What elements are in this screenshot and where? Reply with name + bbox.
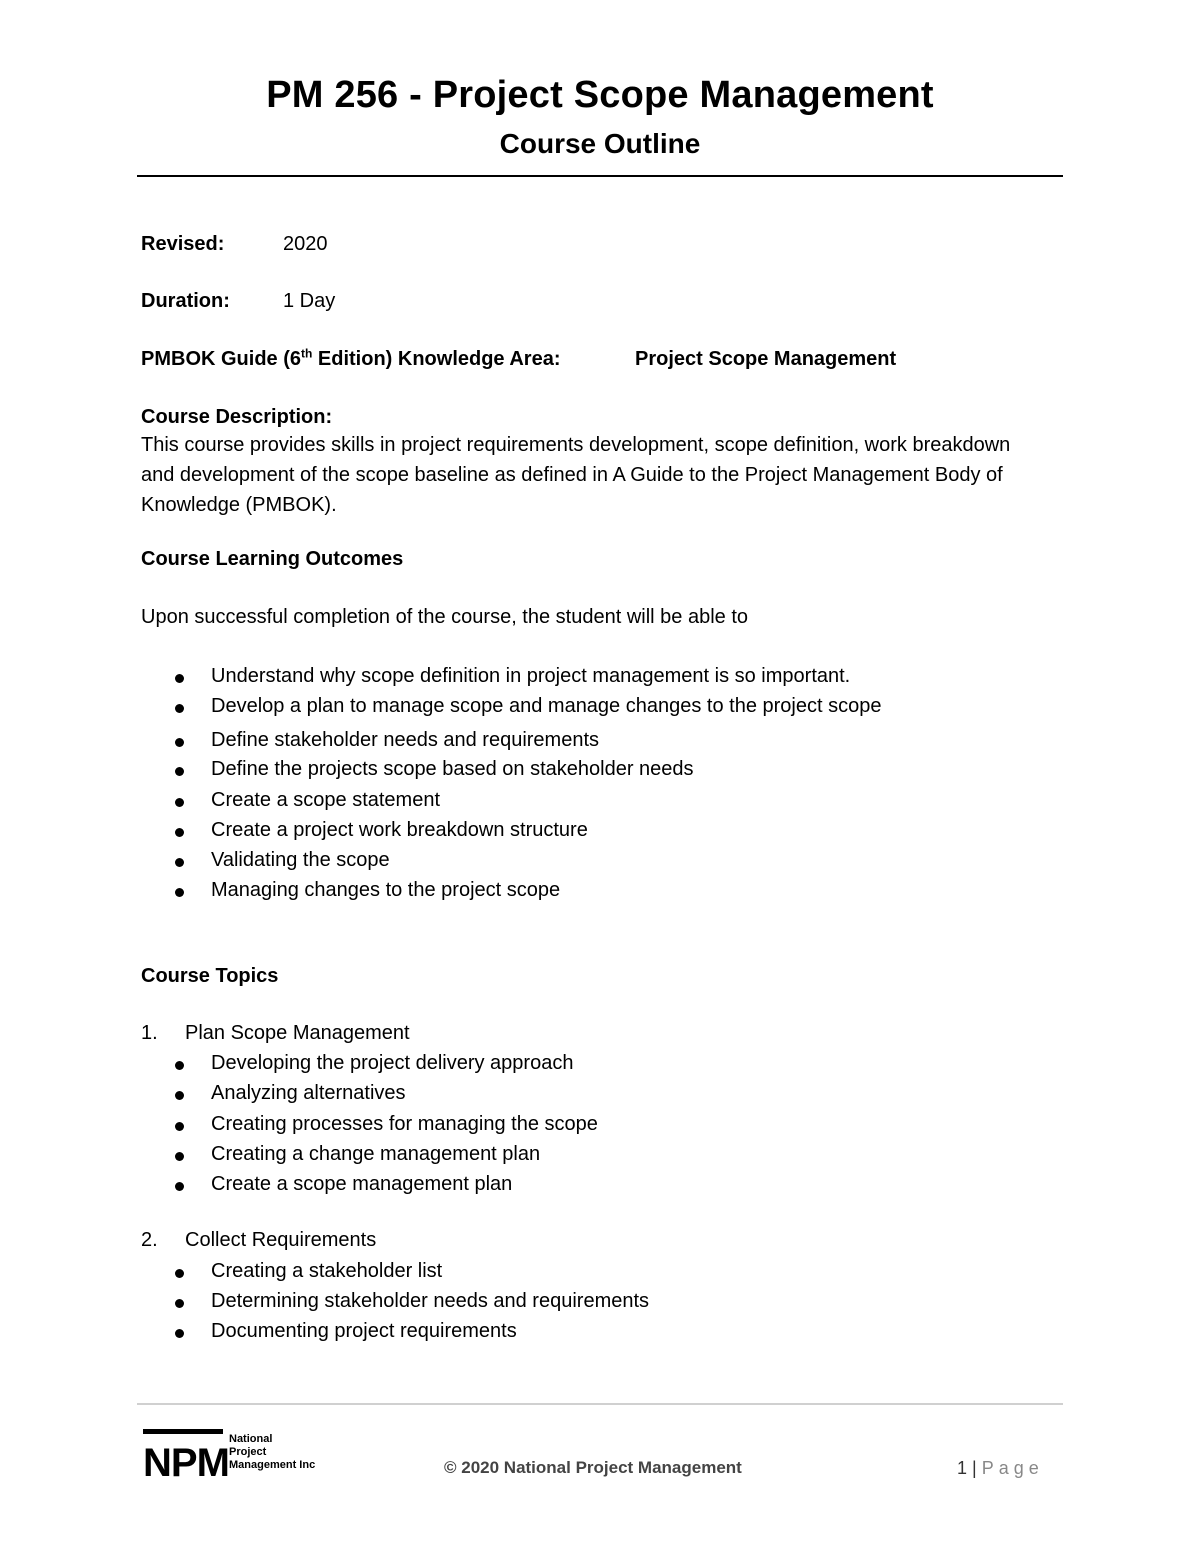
bullet-icon (175, 1329, 184, 1338)
pmbok-label: PMBOK Guide (6th Edition) Knowledge Area: (141, 346, 561, 370)
topic-number: 1. (141, 1022, 158, 1044)
header-divider (137, 175, 1063, 177)
duration-label: Duration: (141, 290, 230, 312)
bullet-icon (175, 798, 184, 807)
logo-letters: NPM (143, 1441, 229, 1478)
bullet-icon (175, 828, 184, 837)
list-item: Developing the project delivery approach (211, 1052, 574, 1074)
list-item: Understand why scope definition in project management is so important. (211, 665, 851, 687)
description-heading: Course Description: (141, 406, 333, 428)
bullet-icon (175, 674, 184, 683)
page-separator: | (972, 1458, 977, 1478)
footer-copyright: © 2020 National Project Management (444, 1458, 742, 1477)
revised-label: Revised: (141, 233, 225, 255)
footer-divider (137, 1403, 1063, 1405)
bullet-icon (175, 888, 184, 897)
list-item: Determining stakeholder needs and requirements (211, 1290, 650, 1312)
pmbok-value: Project Scope Management (635, 348, 897, 370)
bullet-icon (175, 1299, 184, 1308)
list-item: Creating processes for managing the scope (211, 1113, 598, 1135)
list-item: Create a scope statement (211, 789, 441, 811)
logo-line-2: Project (229, 1446, 267, 1458)
outcomes-intro: Upon successful completion of the course, the student will be able to (141, 606, 749, 628)
page-indicator (957, 1458, 1044, 1479)
list-item: Analyzing alternatives (211, 1082, 406, 1104)
list-item: Documenting project requirements (211, 1320, 517, 1342)
bullet-icon (175, 1061, 184, 1070)
description-text: This course provides skills in project requirements development, scope definition, work breakdown and development of the scope baseline as defined in A Guide to the Project Management Body of Knowledge (PMBOK). (141, 434, 1011, 516)
list-item: Creating a stakeholder list (211, 1260, 443, 1282)
duration-value: 1 Day (283, 290, 336, 312)
bullet-icon (175, 1152, 184, 1161)
outcomes-heading: Course Learning Outcomes (141, 548, 404, 570)
topic-number: 2. (141, 1229, 158, 1251)
bullet-icon (175, 767, 184, 776)
bullet-icon (175, 704, 184, 713)
document-title: PM 256 - Project Scope Management (266, 74, 934, 116)
topic-title: Collect Requirements (185, 1229, 377, 1251)
topic-title: Plan Scope Management (185, 1022, 410, 1044)
bullet-icon (175, 858, 184, 867)
list-item: Managing changes to the project scope (211, 879, 561, 901)
document-subtitle: Course Outline (499, 128, 701, 159)
revised-value: 2020 (283, 233, 328, 255)
bullet-icon (175, 1122, 184, 1131)
list-item: Create a project work breakdown structure (211, 819, 588, 841)
npm-logo-icon (143, 1428, 333, 1478)
bullet-icon (175, 1269, 184, 1278)
logo-line-3: Management Inc (229, 1459, 316, 1471)
logo-line-1: National (229, 1433, 273, 1445)
list-item: Validating the scope (211, 849, 390, 871)
list-item: Create a scope management plan (211, 1173, 513, 1195)
page-number: 1 (957, 1458, 968, 1478)
page-word: Page (981, 1458, 1044, 1478)
list-item: Creating a change management plan (211, 1143, 541, 1165)
bullet-icon (175, 1182, 184, 1191)
topics-heading: Course Topics (141, 965, 279, 987)
bullet-icon (175, 1091, 184, 1100)
list-item: Define the projects scope based on stakeholder needs (211, 758, 694, 780)
list-item: Develop a plan to manage scope and manage changes to the project scope (211, 695, 882, 717)
bullet-icon (175, 738, 184, 747)
npm-logo (143, 1428, 333, 1478)
list-item: Define stakeholder needs and requirements (211, 729, 600, 751)
